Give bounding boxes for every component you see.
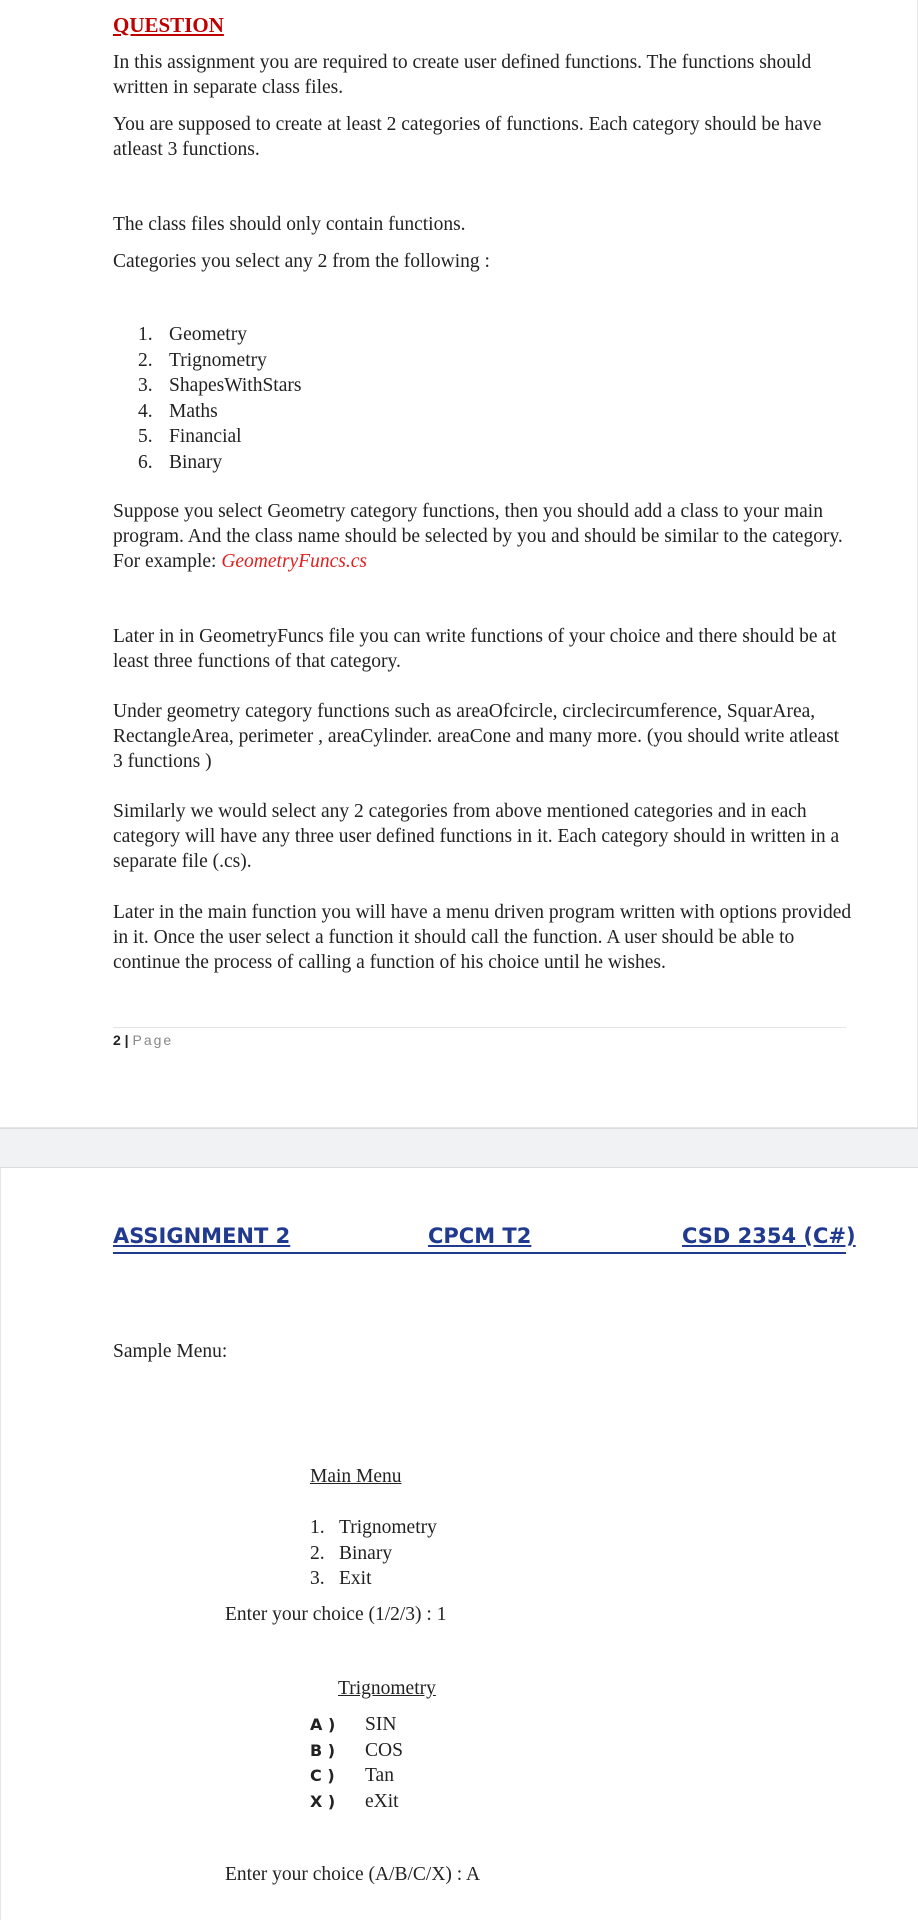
class-files-paragraph: The class files should only contain functions. [113,214,466,235]
list-item: 5. Financial [138,426,242,447]
list-item: 2. Binary [310,1542,393,1564]
document-page-2 [0,1168,918,1920]
menu-driven-paragraph: Later in the main function you will have a menu driven program written with options provided in it. Once the user select a function it should call the function. A user should be able to continue the process of calling a function of his choice until he wishes. [113,902,852,973]
intro-paragraph: In this assignment you are required to create user defined functions. The functions should written in separate class files. [113,52,812,98]
list-item: 3. ShapesWithStars [138,375,302,396]
list-item: X ) eXit [310,1790,399,1812]
example-filename: GeometryFuncs.cs [221,551,367,572]
geometry-examples-paragraph: Under geometry category functions such as areaOfcircle, circlecircumference, SquarArea, RectangleArea, perimeter , areaCylinder. areaCone and many more. (you should write atleast 3 functions ) [113,701,840,772]
list-item: 1. Geometry [138,324,247,345]
header-rule [113,1252,846,1254]
list-item: A ) SIN [310,1714,397,1735]
select-categories-paragraph: Categories you select any 2 from the following : [113,251,490,272]
list-item: 4. Maths [138,400,218,422]
header-course: CPCM T2 [428,1224,532,1248]
trig-menu-title: Trignometry [338,1678,436,1699]
geometry-class-paragraph: Suppose you select Geometry category functions, then you should add a class to your main program. And the class name should be selected by you and should be similar to the category. For example: GeometryFuncs.cs [113,501,843,572]
list-item: 6. Binary [138,451,223,473]
main-menu-list [310,1515,437,1592]
footer-divider [113,1027,846,1028]
trig-menu-prompt: Enter your choice (A/B/C/X) : A [225,1864,481,1885]
list-item: 3. Exit [310,1568,372,1589]
list-item: 1. Trignometry [310,1517,437,1538]
main-menu-title: Main Menu [310,1466,402,1487]
category-list [138,322,301,475]
header-code: CSD 2354 (C#) [682,1224,856,1248]
geometryfuncs-paragraph: Later in in GeometryFuncs file you can write functions of your choice and there should be at least three functions of that category. [113,626,837,672]
categories-requirement-paragraph: You are supposed to create at least 2 categories of functions. Each category should be have atleast 3 functions. [113,114,822,160]
trig-menu-list [310,1712,403,1814]
page-footer: 2 | Page [113,1032,174,1048]
list-item: B ) COS [310,1739,403,1761]
question-heading: QUESTION [113,13,224,37]
sample-menu-label: Sample Menu: [113,1341,228,1362]
page-separator [0,1128,918,1168]
two-categories-paragraph: Similarly we would select any 2 categories from above mentioned categories and in each category will have any three user defined functions in it. Each category should in written in a separate file (.cs). [113,801,840,872]
header-assignment: ASSIGNMENT 2 [113,1224,291,1248]
list-item: C ) Tan [310,1765,394,1786]
main-menu-prompt: Enter your choice (1/2/3) : 1 [225,1604,447,1625]
list-item: 2. Trignometry [138,349,267,371]
